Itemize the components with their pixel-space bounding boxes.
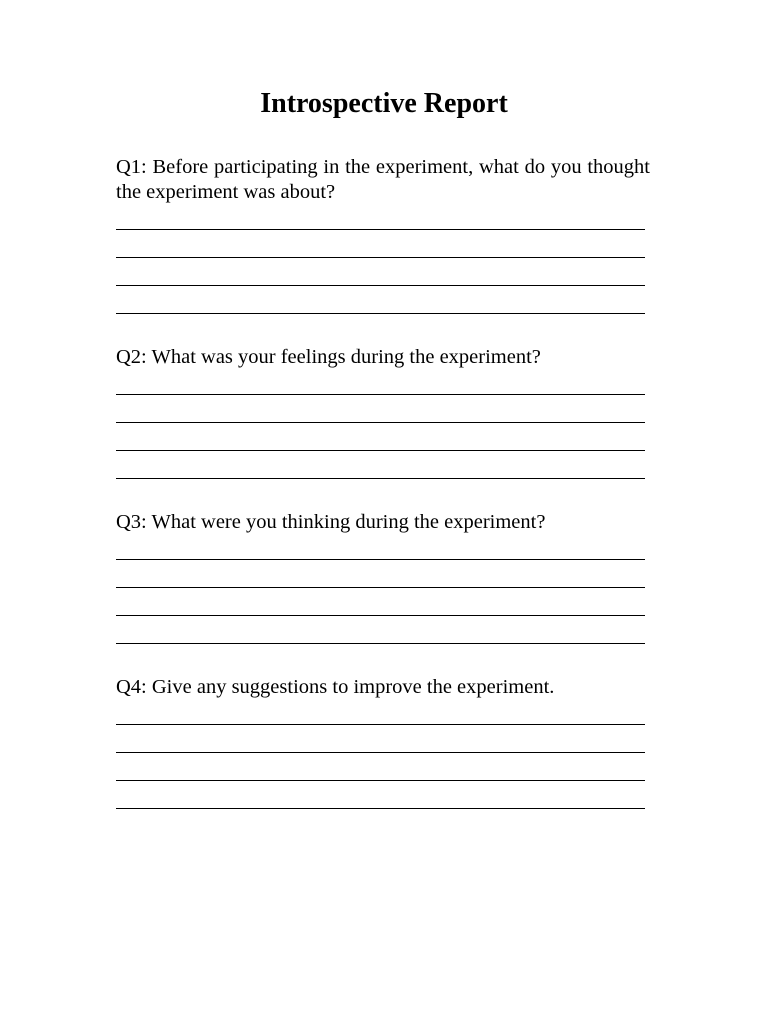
page-title: Introspective Report	[260, 88, 508, 119]
question-2-answer-line-2[interactable]	[116, 422, 645, 423]
question-1-answer-line-4[interactable]	[116, 313, 645, 314]
question-2-answer-line-1[interactable]	[116, 394, 645, 395]
question-2-text: Q2: What was your feelings during the experiment?	[116, 346, 541, 368]
question-1-text: Q1: Before participating in the experiment, what do you thought the experiment was about?	[116, 156, 650, 203]
question-3-answer-line-3[interactable]	[116, 615, 645, 616]
question-4-answer-line-1[interactable]	[116, 724, 645, 725]
question-2-answer-line-4[interactable]	[116, 478, 645, 479]
question-4-text: Q4: Give any suggestions to improve the experiment.	[116, 676, 555, 698]
question-4-answer-line-3[interactable]	[116, 780, 645, 781]
question-4-answer-line-4[interactable]	[116, 808, 645, 809]
question-1-answer-line-3[interactable]	[116, 285, 645, 286]
question-1-answer-line-2[interactable]	[116, 257, 645, 258]
question-3-answer-line-4[interactable]	[116, 643, 645, 644]
question-3-answer-line-2[interactable]	[116, 587, 645, 588]
question-3-text: Q3: What were you thinking during the experiment?	[116, 511, 546, 533]
question-4-answer-line-2[interactable]	[116, 752, 645, 753]
question-1-answer-line-1[interactable]	[116, 229, 645, 230]
question-2-answer-line-3[interactable]	[116, 450, 645, 451]
question-3-answer-line-1[interactable]	[116, 559, 645, 560]
